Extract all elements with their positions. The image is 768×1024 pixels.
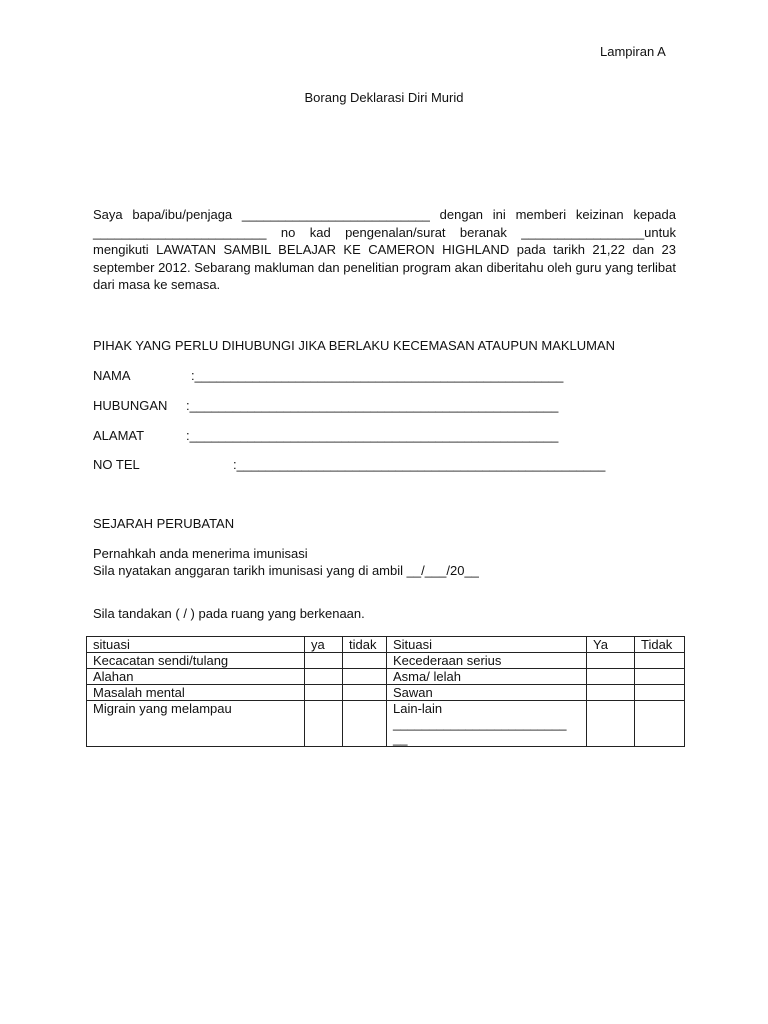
contact-address-line[interactable]: :___________________________________________________ [186,428,559,443]
yes-checkbox-cell[interactable] [587,653,635,669]
contact-phone-label: NO TEL [93,457,140,472]
situation-cell: Alahan [87,669,305,685]
contact-relationship-label: HUBUNGAN [93,398,168,413]
no-checkbox-cell[interactable] [343,701,387,747]
header-yes-left: ya [305,637,343,653]
header-no-right: Tidak [635,637,685,653]
no-checkbox-cell[interactable] [343,653,387,669]
medical-history-heading: SEJARAH PERUBATAN [93,516,235,531]
contact-name-line[interactable]: :___________________________________________________ [191,368,564,383]
yes-checkbox-cell[interactable] [305,685,343,701]
situation-cell: Masalah mental [87,685,305,701]
emergency-contact-heading: PIHAK YANG PERLU DIHUBUNGI JIKA BERLAKU KECEMASAN ATAUPUN MAKLUMAN [93,338,616,353]
no-checkbox-cell[interactable] [343,685,387,701]
medical-checklist-table [86,636,685,747]
document-title: Borang Deklarasi Diri Murid [304,90,464,105]
other-situation-line-1[interactable]: ________________________ [393,716,567,731]
contact-name-label: NAMA [93,368,131,383]
yes-checkbox-cell[interactable] [587,701,635,747]
no-checkbox-cell[interactable] [635,701,685,747]
consent-paragraph [93,206,676,294]
contact-relationship-line[interactable]: :___________________________________________________ [186,398,559,413]
table-row [87,653,685,669]
situation-cell: Sawan [387,685,587,701]
table-row [87,669,685,685]
table-header-row [87,637,685,653]
no-checkbox-cell[interactable] [343,669,387,685]
other-situation-cell[interactable] [387,701,587,747]
no-checkbox-cell[interactable] [635,653,685,669]
situation-cell: Kecederaan serius [387,653,587,669]
header-situation-right: Situasi [387,637,587,653]
situation-cell: Migrain yang melampau [87,701,305,747]
no-checkbox-cell[interactable] [635,685,685,701]
table-row [87,685,685,701]
immunization-date-question: Sila nyatakan anggaran tarikh imunisasi yang di ambil __/___/20__ [93,563,479,578]
contact-phone-line[interactable]: :___________________________________________________ [233,457,606,472]
header-yes-right: Ya [587,637,635,653]
consent-text: Saya bapa/ibu/penjaga __________________________ dengan ini memberi keizinan kepada ________________________ no kad pengenalan/surat beranak _________________untuk mengikuti LAWATAN SAMBIL BELAJAR KE CAMERON HIGHLAND pada tarikh 21,22 dan 23 september 2012. Sebarang makluman dan penelitian program akan diberitahu oleh guru yang terlibat dari masa ke semasa. [93,207,676,292]
header-situation-left: situasi [87,637,305,653]
yes-checkbox-cell[interactable] [305,669,343,685]
situation-cell: Kecacatan sendi/tulang [87,653,305,669]
other-situation-label: Lain-lain [393,701,443,716]
yes-checkbox-cell[interactable] [587,685,635,701]
other-situation-line-2[interactable]: __ [393,731,408,746]
table-instruction: Sila tandakan ( / ) pada ruang yang berkenaan. [93,606,365,621]
table-row [87,701,685,747]
situation-cell: Asma/ lelah [387,669,587,685]
yes-checkbox-cell[interactable] [305,653,343,669]
no-checkbox-cell[interactable] [635,669,685,685]
immunization-question: Pernahkah anda menerima imunisasi [93,546,308,561]
header-no-left: tidak [343,637,387,653]
yes-checkbox-cell[interactable] [305,701,343,747]
yes-checkbox-cell[interactable] [587,669,635,685]
contact-address-label: ALAMAT [93,428,145,443]
appendix-label: Lampiran A [600,44,666,59]
